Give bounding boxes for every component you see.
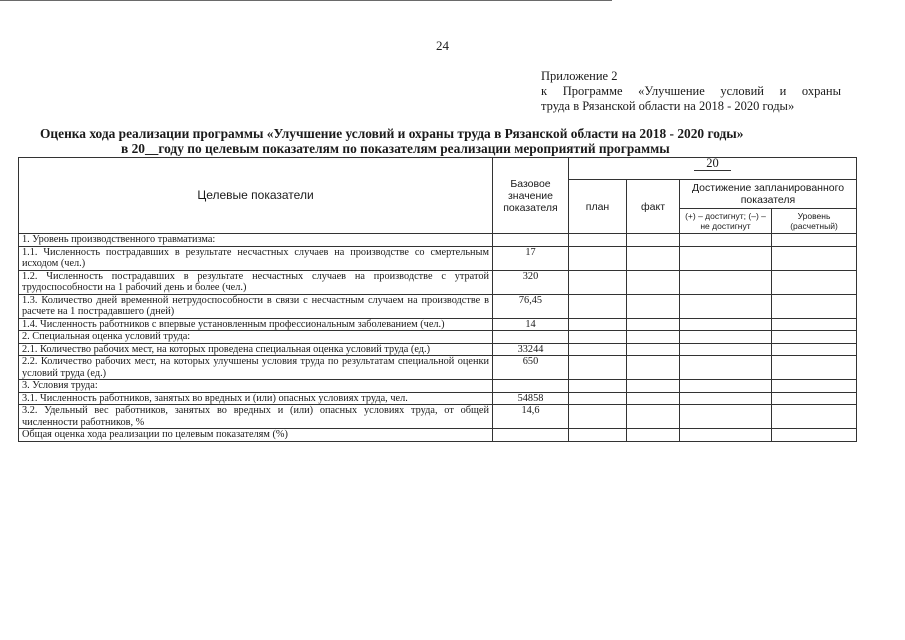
base-value-cell: 650 xyxy=(493,356,569,380)
document-title: Оценка хода реализации программы «Улучшение условий и охраны труда в Рязанской области на 2018 - 2020 годы» xyxy=(40,126,744,141)
achieved-cell xyxy=(680,380,772,393)
base-value-cell xyxy=(493,380,569,393)
level-cell xyxy=(772,392,857,405)
table-section-row xyxy=(19,429,857,442)
base-value-cell: 14 xyxy=(493,318,569,331)
achieved-cell xyxy=(680,356,772,380)
plan-cell xyxy=(569,246,627,270)
level-cell xyxy=(772,246,857,270)
plan-cell xyxy=(569,234,627,247)
fact-cell xyxy=(627,270,680,294)
fact-cell xyxy=(627,294,680,318)
header-level: Уровень (расчетный) xyxy=(772,209,857,234)
appendix-note xyxy=(541,69,841,114)
indicator-cell: 1.2. Численность пострадавших в результате несчастных случаев на производстве с утратой трудоспособности на 1 рабочий день и более (чел.) xyxy=(19,270,493,294)
indicator-cell: 1.1. Численность пострадавших в результате несчастных случаев на производстве со смертельным исходом (чел.) xyxy=(19,246,493,270)
plan-cell xyxy=(569,331,627,344)
plan-cell xyxy=(569,343,627,356)
indicator-cell: 1.4. Численность работников с впервые установленным профессиональным заболеванием (чел.) xyxy=(19,318,493,331)
base-value-cell: 33244 xyxy=(493,343,569,356)
indicator-cell: 3. Условия труда: xyxy=(19,380,493,393)
fact-cell xyxy=(627,429,680,442)
plan-cell xyxy=(569,429,627,442)
indicator-cell: 3.1. Численность работников, занятых во вредных и (или) опасных условиях труда, чел. xyxy=(19,392,493,405)
indicator-cell: 2. Специальная оценка условий труда: xyxy=(19,331,493,344)
plan-cell xyxy=(569,270,627,294)
base-value-cell: 17 xyxy=(493,246,569,270)
table-row xyxy=(19,246,857,270)
level-cell xyxy=(772,343,857,356)
base-value-cell xyxy=(493,429,569,442)
table-section-row xyxy=(19,234,857,247)
top-border-line xyxy=(0,0,612,1)
level-cell xyxy=(772,270,857,294)
indicator-cell: 2.2. Количество рабочих мест, на которых улучшены условия труда по результатам специальной оценки условий труда (ед.) xyxy=(19,356,493,380)
header-plan: план xyxy=(569,180,627,234)
level-cell xyxy=(772,294,857,318)
table-section-row xyxy=(19,380,857,393)
table-row xyxy=(19,405,857,429)
level-cell xyxy=(772,234,857,247)
plan-cell xyxy=(569,356,627,380)
page-number: 24 xyxy=(436,38,449,53)
fact-cell xyxy=(627,331,680,344)
header-indicators: Целевые показатели xyxy=(19,158,493,234)
level-cell xyxy=(772,380,857,393)
table-section-row xyxy=(19,331,857,344)
plan-cell xyxy=(569,380,627,393)
table-row xyxy=(19,270,857,294)
base-value-cell: 54858 xyxy=(493,392,569,405)
level-cell xyxy=(772,318,857,331)
achieved-cell xyxy=(680,294,772,318)
appendix-line-1: Приложение 2 xyxy=(541,69,618,83)
fact-cell xyxy=(627,343,680,356)
header-base-value: Базовое значение показателя xyxy=(493,158,569,234)
header-year xyxy=(569,158,857,180)
table-row xyxy=(19,392,857,405)
indicator-cell: 1. Уровень производственного травматизма: xyxy=(19,234,493,247)
table-row xyxy=(19,343,857,356)
plan-cell xyxy=(569,294,627,318)
header-achieved: (+) – достигнут; (–) – не достигнут xyxy=(680,209,772,234)
level-cell xyxy=(772,331,857,344)
fact-cell xyxy=(627,380,680,393)
base-value-cell xyxy=(493,331,569,344)
fact-cell xyxy=(627,405,680,429)
plan-cell xyxy=(569,405,627,429)
fact-cell xyxy=(627,234,680,247)
achieved-cell xyxy=(680,246,772,270)
base-value-cell xyxy=(493,234,569,247)
fact-cell xyxy=(627,392,680,405)
achieved-cell xyxy=(680,318,772,331)
base-value-cell: 76,45 xyxy=(493,294,569,318)
achieved-cell xyxy=(680,405,772,429)
header-year-text: 20 xyxy=(694,158,731,172)
appendix-line-3: труда в Рязанской области на 2018 - 2020 годы» xyxy=(541,99,795,113)
achieved-cell xyxy=(680,343,772,356)
fact-cell xyxy=(627,318,680,331)
table-row xyxy=(19,356,857,380)
table-row xyxy=(19,294,857,318)
indicator-cell: 2.1. Количество рабочих мест, на которых проведена специальная оценка условий труда (ед.) xyxy=(19,343,493,356)
header-fact: факт xyxy=(627,180,680,234)
table-row xyxy=(19,318,857,331)
level-cell xyxy=(772,356,857,380)
plan-cell xyxy=(569,392,627,405)
appendix-line-2: к Программе «Улучшение условий и охраны xyxy=(541,84,841,98)
document-subtitle: в 20__году по целевым показателям по показателям реализации мероприятий программы xyxy=(121,141,670,156)
achieved-cell xyxy=(680,331,772,344)
achieved-cell xyxy=(680,234,772,247)
plan-cell xyxy=(569,318,627,331)
achieved-cell xyxy=(680,429,772,442)
indicator-cell: 1.3. Количество дней временной нетрудоспособности в связи с несчастным случаем на производстве в расчете на 1 пострадавшего (дней) xyxy=(19,294,493,318)
fact-cell xyxy=(627,246,680,270)
base-value-cell: 14,6 xyxy=(493,405,569,429)
achieved-cell xyxy=(680,270,772,294)
fact-cell xyxy=(627,356,680,380)
base-value-cell: 320 xyxy=(493,270,569,294)
achieved-cell xyxy=(680,392,772,405)
level-cell xyxy=(772,429,857,442)
indicators-table xyxy=(18,157,857,442)
indicator-cell: 3.2. Удельный вес работников, занятых во вредных и (или) опасных условиях труда, от общей численности работников, % xyxy=(19,405,493,429)
level-cell xyxy=(772,405,857,429)
header-achievement: Достижение запланированного показателя xyxy=(680,180,857,209)
indicator-cell: Общая оценка хода реализации по целевым показателям (%) xyxy=(19,429,493,442)
